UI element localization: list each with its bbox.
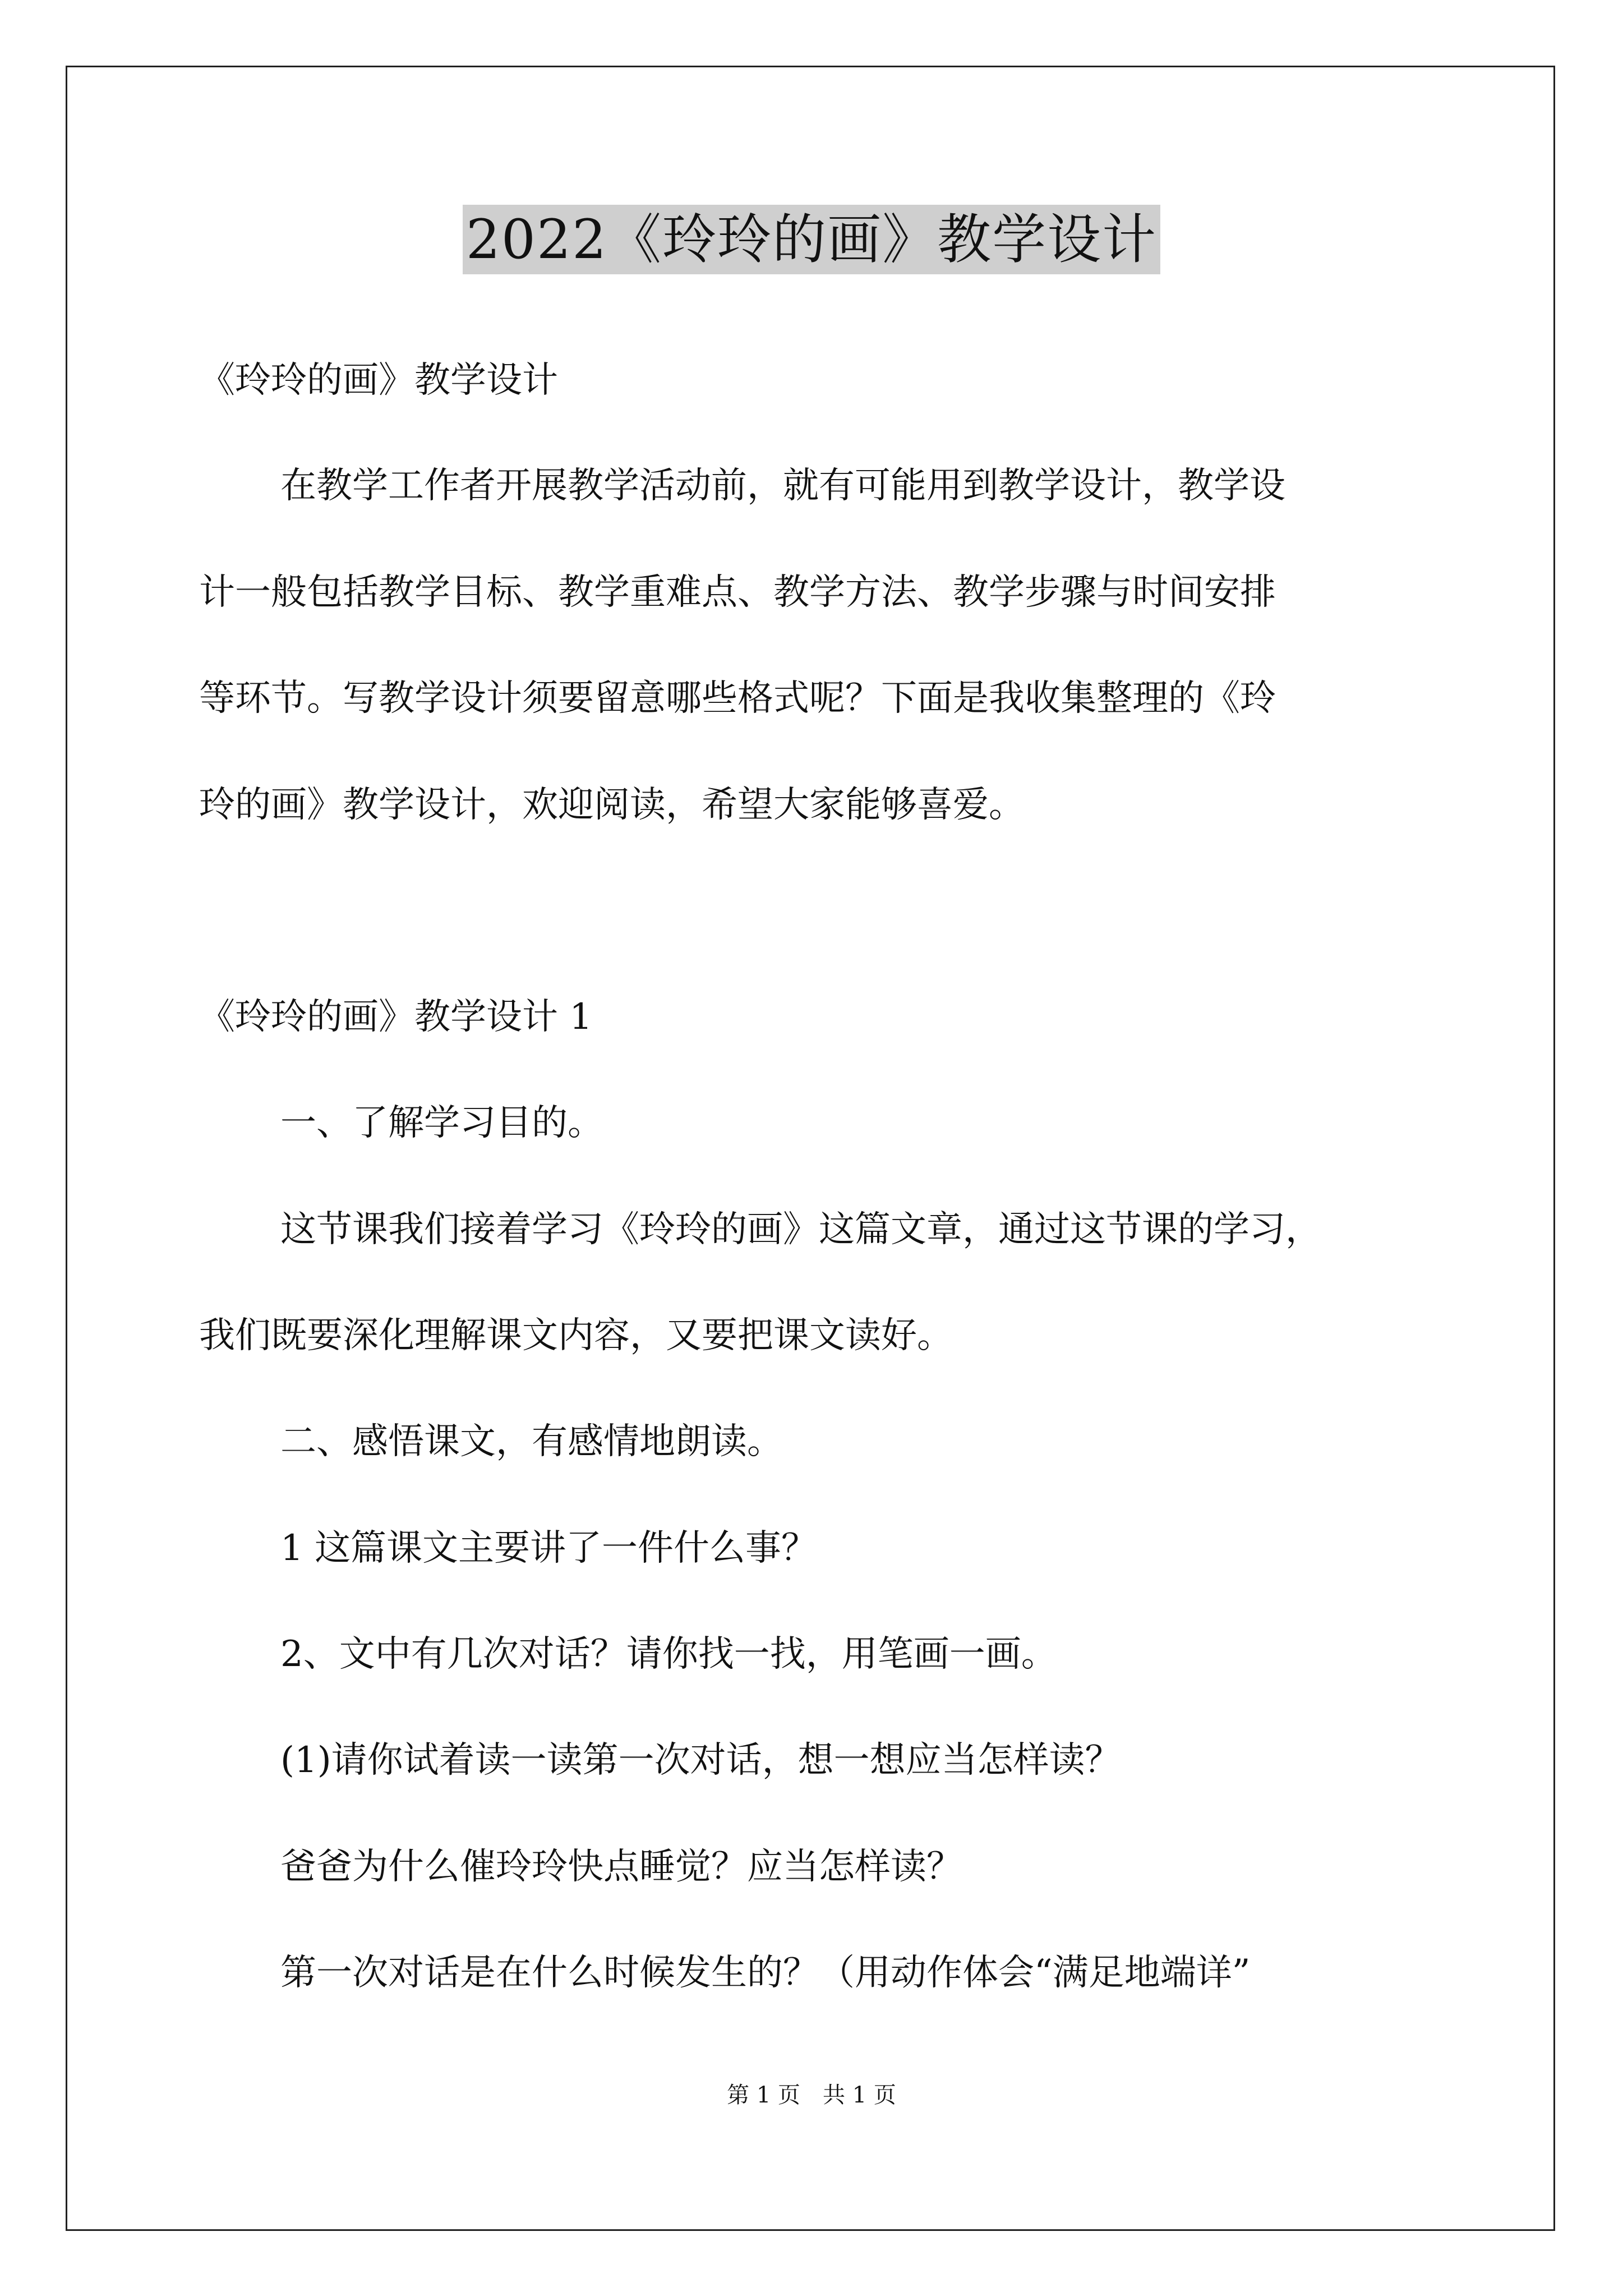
section-heading: 《玲玲的画》教学设计 1 (199, 996, 593, 1038)
intro-line-3: 等环节。写教学设计须要留意哪些格式呢？下面是我收集整理的《玲 (199, 678, 1276, 719)
body-line-8: 爸爸为什么催玲玲快点睡觉？应当怎样读？ (280, 1846, 962, 1888)
intro-line-4: 玲的画》教学设计，欢迎阅读，希望大家能够喜爱。 (199, 784, 1025, 826)
title-container (0, 205, 1623, 274)
body-line-7: (1)请你试着读一读第一次对话，想一想应当怎样读？ (280, 1740, 1121, 1781)
body-line-2: 这节课我们接着学习《玲玲的画》这篇文章，通过这节课的学习， (280, 1209, 1321, 1250)
body-line-1: 一、了解学习目的。 (280, 1102, 603, 1144)
body-line-9: 第一次对话是在什么时候发生的？（用动作体会“满足地端详” (280, 1952, 1251, 1994)
page-footer: 第 1 页 共 1 页 (727, 2082, 896, 2108)
intro-line-2: 计一般包括教学目标、教学重难点、教学方法、教学步骤与时间安排 (199, 572, 1276, 613)
body-line-6: 2、文中有几次对话？请你找一找，用笔画一画。 (280, 1634, 1057, 1675)
document-subtitle: 《玲玲的画》教学设计 (199, 360, 558, 401)
body-line-3: 我们既要深化理解课文内容，又要把课文读好。 (199, 1315, 953, 1356)
intro-line-1: 在教学工作者开展教学活动前，就有可能用到教学设计，教学设 (280, 465, 1285, 507)
body-line-4: 二、感悟课文，有感情地朗读。 (280, 1421, 783, 1462)
document-title: 2022《玲玲的画》教学设计 (463, 205, 1160, 274)
body-line-5: 1 这篇课文主要讲了一件什么事？ (280, 1527, 818, 1569)
